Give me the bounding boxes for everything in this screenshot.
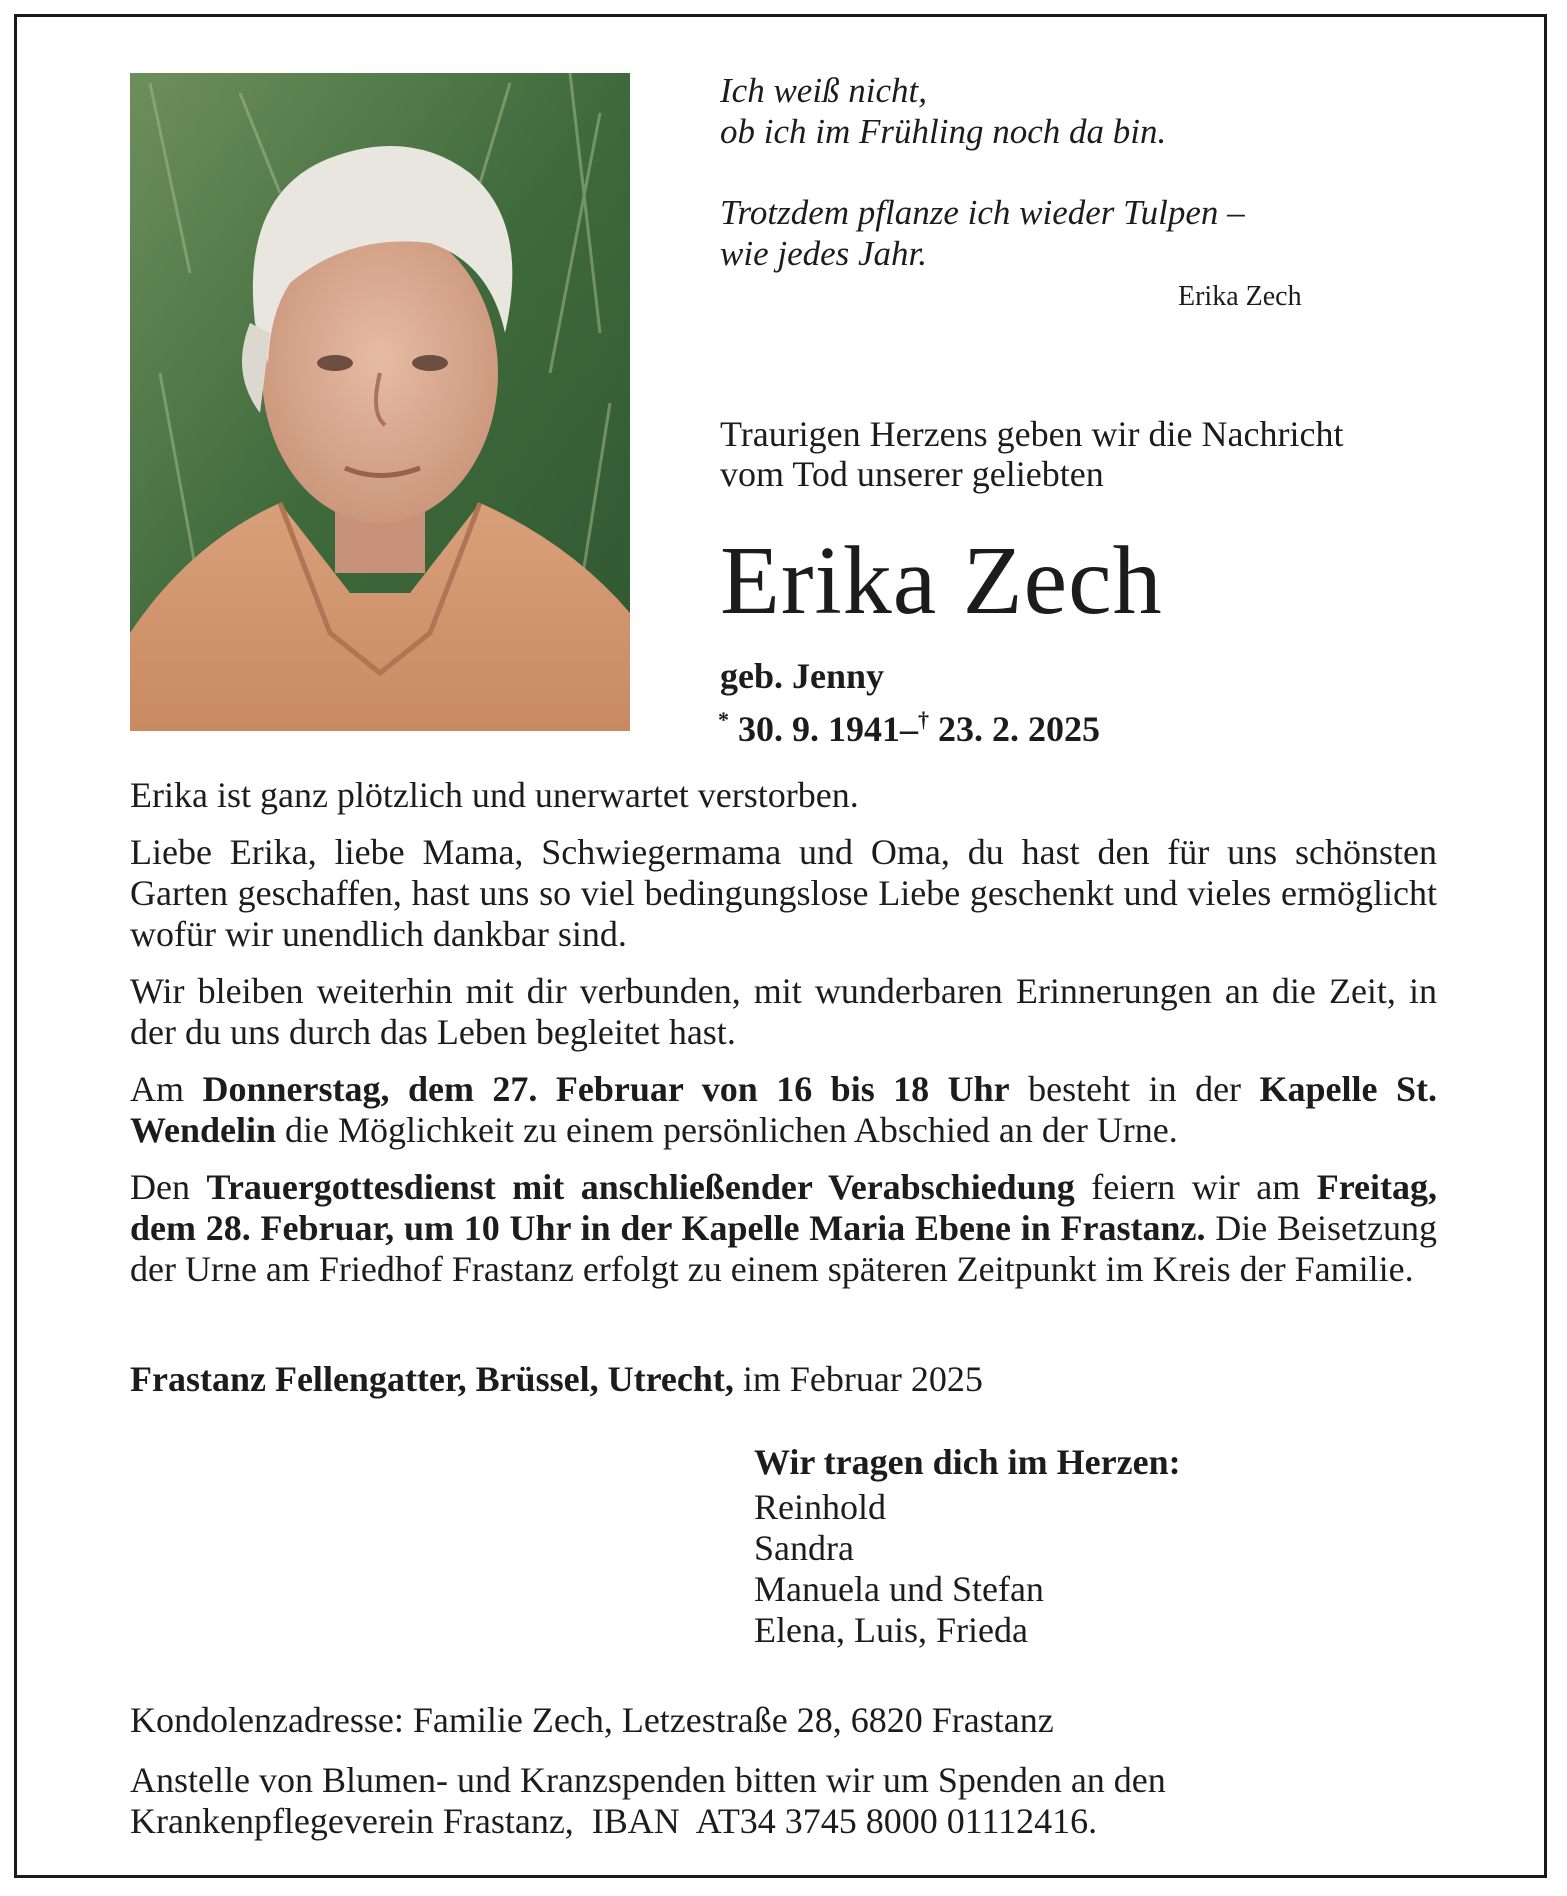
text: Den [130, 1167, 207, 1207]
condolence-address: Kondolenzadresse: Familie Zech, Letzestraße 28, 6820 Frastanz [130, 1700, 1054, 1740]
family-member: Sandra [754, 1528, 854, 1568]
text: Die Beisetzung der Urne am Friedhof Frastanz erfolgt zu einem späteren Zeitpunkt im Kreis der Familie. [130, 1208, 1437, 1289]
service-time-place: Freitag, dem 28. Februar, um 10 Uhr in der Kapelle Maria Ebene in Frastanz. [130, 1167, 1438, 1248]
paragraph-farewell [130, 1069, 1437, 1151]
death-mark: † [918, 707, 929, 732]
poem [720, 70, 1400, 314]
farewell-time: Donnerstag, dem 27. Februar von 16 bis 18 Uhr [202, 1069, 1010, 1109]
intro-line: vom Tod unserer geliebten [720, 454, 1104, 494]
family-heading: Wir tragen dich im Herzen: [754, 1442, 1181, 1482]
poem-line: wie jedes Jahr. [720, 234, 928, 273]
intro-line: Traurigen Herzens geben wir die Nachricht [720, 414, 1344, 454]
family-list [754, 1442, 1181, 1651]
farewell-place: Kapelle St. Wendelin [130, 1069, 1438, 1150]
poem-line: Ich weiß nicht, [720, 71, 928, 110]
family-member: Elena, Luis, Frieda [754, 1610, 1028, 1650]
death-date: 23. 2. 2025 [938, 709, 1100, 749]
text: die Möglichkeit zu einem persönlichen Abschied an der Urne. [276, 1110, 1178, 1150]
birth-date: 30. 9. 1941 [738, 709, 900, 749]
maiden-name: geb. Jenny [720, 656, 885, 696]
birth-mark: * [718, 707, 729, 732]
poem-line: ob ich im Frühling noch da bin. [720, 112, 1167, 151]
locations: Frastanz Fellengatter, Brüssel, Utrecht, [130, 1359, 734, 1399]
paragraph: Liebe Erika, liebe Mama, Schwiegermama und Oma, du hast den für uns schönsten Garten geschaffen, hast uns so viel bedingungslose Liebe geschenkt und vieles ermöglicht wofür wir unendlich dankbar sind. [130, 832, 1437, 954]
notice-date: im Februar 2025 [733, 1359, 983, 1399]
life-dates [718, 698, 1100, 751]
family-member: Manuela und Stefan [754, 1569, 1044, 1609]
intro-text [720, 414, 1440, 494]
text: Am [130, 1069, 203, 1109]
poem-author: Erika Zech [1178, 281, 1302, 312]
family-member: Reinhold [754, 1487, 886, 1527]
text: besteht in der [1009, 1069, 1260, 1109]
poem-line: Trotzdem pflanze ich wieder Tulpen – [720, 193, 1245, 232]
donation-line: Anstelle von Blumen- und Kranzspenden bitten wir um Spenden an den [130, 1760, 1166, 1800]
donation-line: Krankenpflegeverein Frastanz, IBAN AT34 3745 8000 01112416. [130, 1801, 1098, 1841]
paragraph: Wir bleiben weiterhin mit dir verbunden, mit wunderbaren Erinnerungen an die Zeit, in der du uns durch das Leben begleitet hast. [130, 971, 1437, 1052]
donation-note [130, 1760, 1437, 1842]
service-title: Trauergottesdienst mit anschließender Verabschiedung [206, 1167, 1075, 1207]
date-dash: – [900, 709, 918, 749]
portrait-photo [130, 73, 630, 731]
notice-body [130, 775, 1437, 1306]
paragraph-service [130, 1167, 1437, 1290]
paragraph: Erika ist ganz plötzlich und unerwartet verstorben. [130, 775, 859, 815]
deceased-name: Erika Zech [720, 527, 1163, 635]
place-and-date [130, 1358, 983, 1400]
text: feiern wir am [1074, 1167, 1317, 1207]
